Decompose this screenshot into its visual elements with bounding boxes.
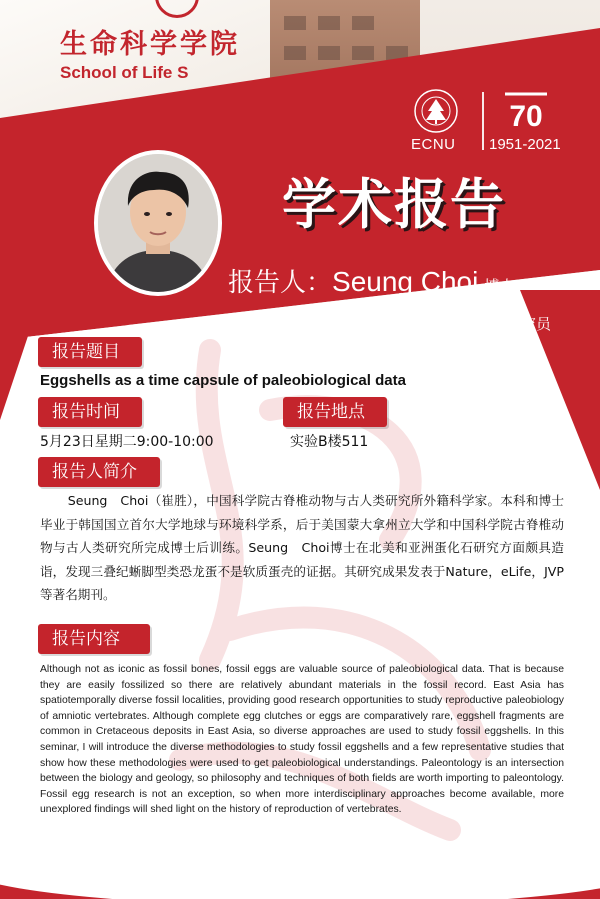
- building-sign-cn: 生命科学学院: [60, 29, 240, 60]
- speaker-portrait: [94, 150, 222, 296]
- host-line: [380, 306, 551, 335]
- page-title: 学术报告: [282, 173, 506, 236]
- logo-block: [405, 88, 575, 160]
- speaker-photo: [98, 154, 218, 292]
- section-tag-title: 报告题目: [38, 337, 142, 367]
- talk-venue: 实验B楼511: [290, 434, 369, 450]
- section-tag-venue: 报告地点: [283, 397, 387, 427]
- speaker-line: [228, 262, 514, 299]
- talk-title: Eggshells as a time capsule of paleobiological data: [40, 372, 406, 389]
- section-tag-bio: 报告人简介: [38, 457, 160, 487]
- building-sign: [60, 22, 240, 83]
- host-title: 研究员: [506, 315, 552, 333]
- building-sign-en: School of Life S: [60, 63, 189, 82]
- talk-time: 5月23日星期二9:00-10:00: [40, 434, 214, 450]
- section-tag-time: 报告时间: [38, 397, 142, 427]
- ecnu-emblem-icon: [413, 88, 459, 134]
- anniversary-number: 70: [509, 100, 543, 132]
- speaker-title: 博士: [484, 277, 515, 295]
- anniversary-70-logo: [501, 88, 551, 132]
- speaker-name: Seung Choi: [332, 266, 479, 297]
- speaker-bio: Seung Choi（崔胜），中国科学院古脊椎动物与古人类研究所外籍科学家。本科和博士毕业于韩国国立首尔大学地球与环境科学系，后于美国蒙大拿州立大学和中国科学院古脊椎动物与古人类研究所完成博士后训练。Seung Choi博士在北美和亚洲蛋化石研究方面颇具造诣，发现三叠纪蜥脚型类恐龙蛋不是软质蛋壳的证据。其研究成果发表于Nature，eLife，JVP等著名期刊。: [40, 493, 564, 602]
- host-label: 主持人：王烁: [380, 310, 500, 334]
- ecnu-label: ECNU: [411, 136, 456, 153]
- talk-abstract: Although not as iconic as fossil bones, fossil eggs are valuable source of paleobiological data. That is because they are easily fossilized so there are relatively abundant materials in the fossil record. East Asia has spatiotemporally diverse fossil localities, providing good research opportunities to study reproductive paleobiology of amniotic vertebrates. Although complete egg clutches or eggs are comparatively rare, eggshell fragments are common in Cretaceous deposits in East Asia, so diverse approaches are used to study fossil eggshells. In this seminar, I will introduce the diverse methodologies to study fossil eggshells and a few representative studies that show how these methodologies were used to get paleobiological understandings. Paleontology is an intersection between the biology and geology, so philosophy and techniques of both fields are worth importing to paleontology. Fossil egg research is not an exception, so when more interdisciplinary approaches become available, more unexplored findings will shed light on the history of reproduction of vertebrates.: [40, 664, 564, 816]
- speaker-label: 报告人：: [228, 268, 333, 298]
- section-tag-content: 报告内容: [38, 624, 150, 654]
- anniversary-years: 1951-2021: [489, 136, 561, 153]
- logo-divider: [482, 92, 484, 150]
